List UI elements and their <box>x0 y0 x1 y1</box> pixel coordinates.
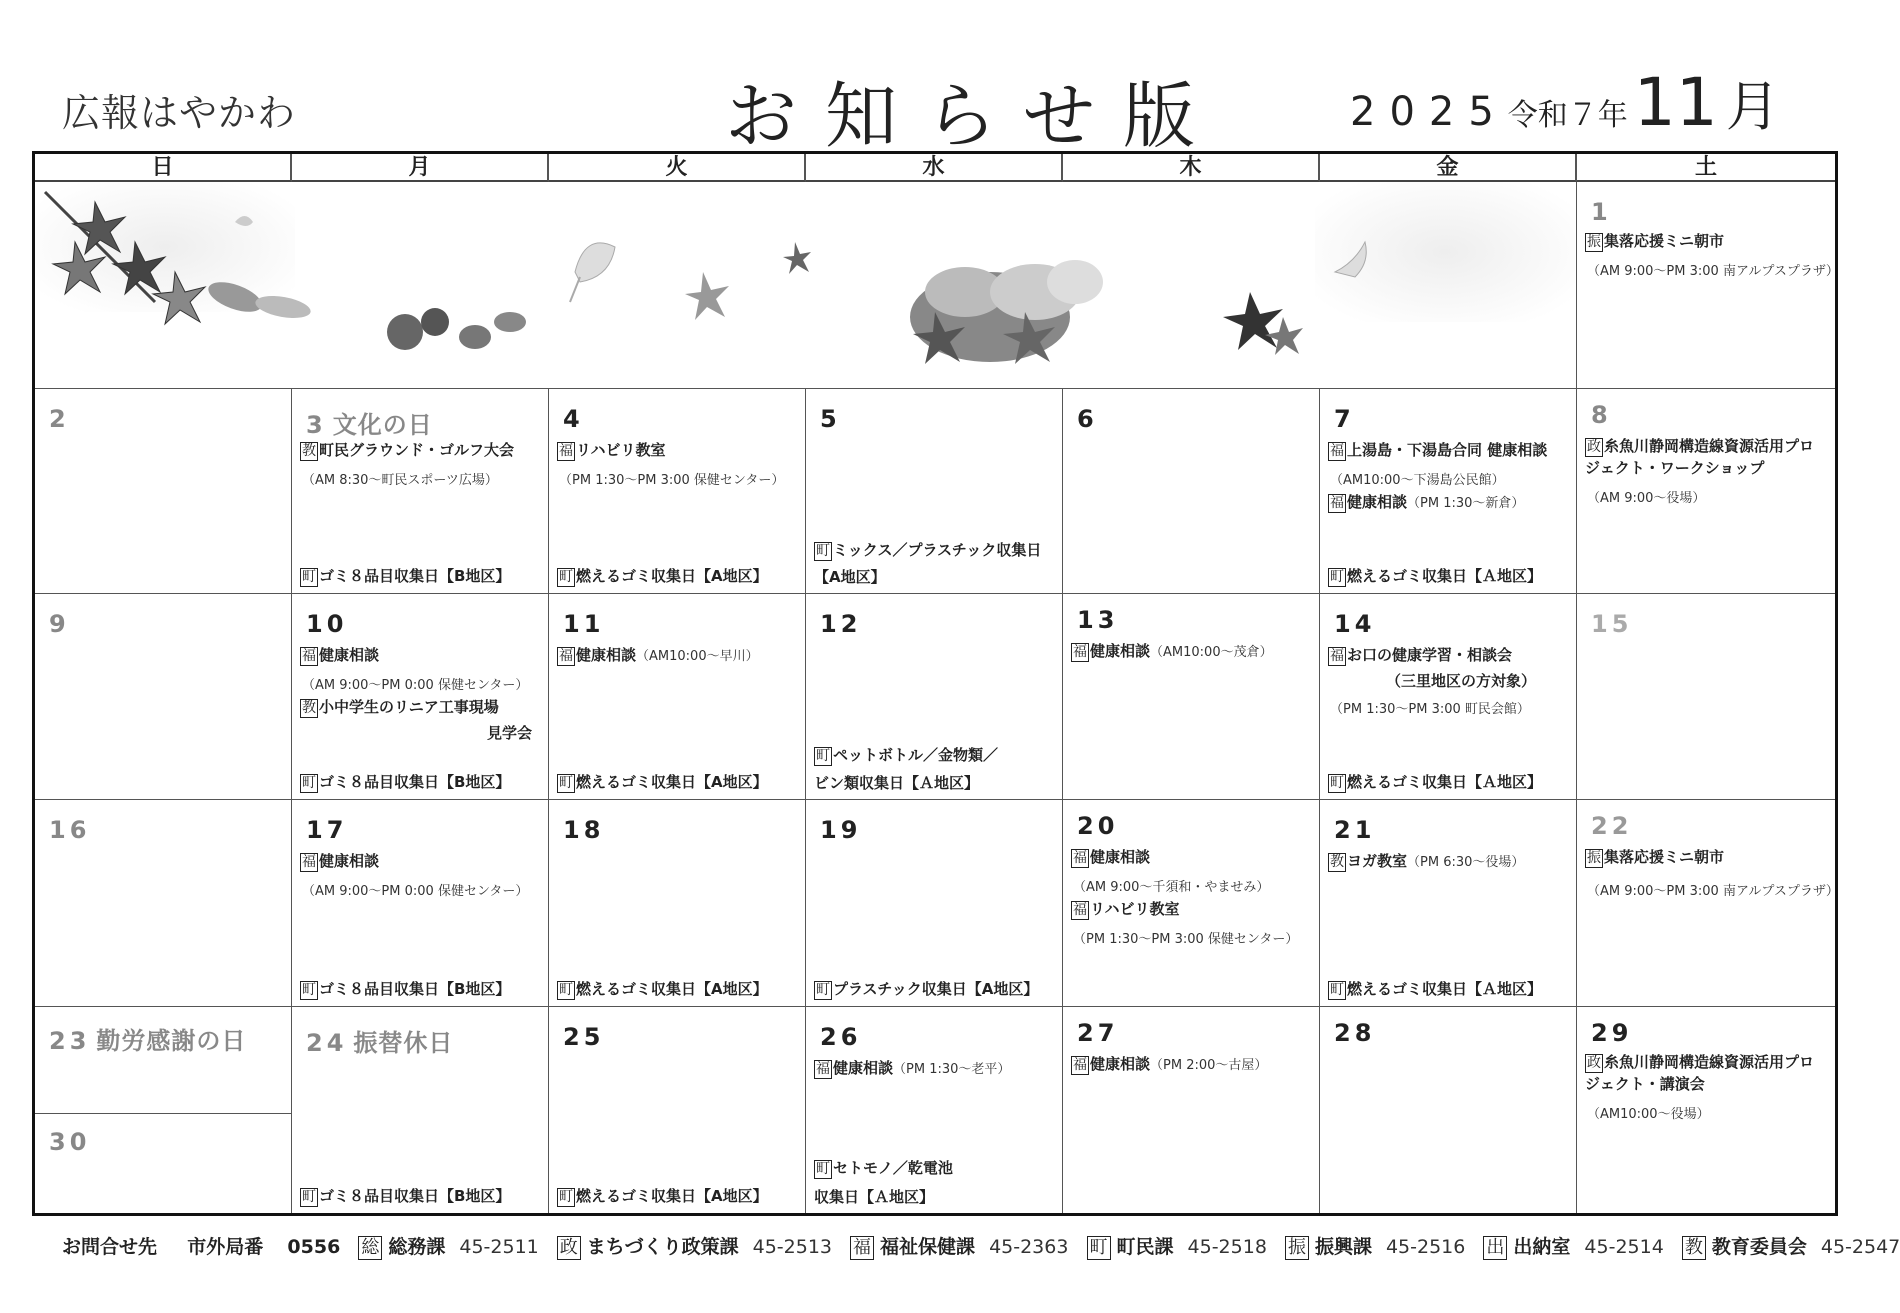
dept-tag: 町 <box>816 1161 830 1177</box>
dept-tag: 教 <box>302 443 316 459</box>
weekday-thu: 木 <box>1063 154 1320 182</box>
day-cell-7[interactable] <box>1320 389 1577 594</box>
event-time: （PM 1:30～PM 3:00 保健センター） <box>1073 932 1299 947</box>
garbage-collection <box>300 978 510 1000</box>
day-cell-23[interactable] <box>35 1007 292 1114</box>
event-time: （AM10:00～茂倉） <box>1150 645 1273 660</box>
event-time: （AM 9:00～PM 0:00 保健センター） <box>302 884 529 899</box>
day-cell-22[interactable] <box>1577 800 1839 1007</box>
day-number: 8 <box>1591 401 1612 429</box>
garbage-collection <box>557 565 768 587</box>
dept-tag: 町 <box>1330 982 1344 998</box>
dept-tag: 総 <box>358 1236 382 1260</box>
day-number: 17 <box>306 816 348 844</box>
garbage-text: 燃えるゴミ収集日【Ａ地区】 <box>1347 980 1543 998</box>
header-month-suffix: 月 <box>1725 75 1780 138</box>
garbage-text: ゴミ８品目収集日【B地区】 <box>319 1187 511 1205</box>
garbage-collection-area: 【A地区】 <box>814 568 886 586</box>
event-title: 健康相談 <box>1090 642 1151 660</box>
dept-name: 振興課 <box>1314 1236 1372 1258</box>
day-number <box>306 405 433 440</box>
dept-phone: 45-2511 <box>459 1236 539 1258</box>
day-number: 19 <box>820 816 862 844</box>
garbage-collection <box>1328 771 1542 793</box>
dept-tag: 福 <box>1330 495 1344 511</box>
day-number: 28 <box>1334 1019 1376 1047</box>
garbage-text: ゴミ８品目収集日【B地区】 <box>319 567 511 585</box>
day-cell-2[interactable] <box>35 389 292 594</box>
event-time: （PM 1:30～PM 3:00 保健センター） <box>559 473 785 488</box>
day-cell-3[interactable] <box>292 389 549 594</box>
dept-tag: 町 <box>816 982 830 998</box>
event-title: 集落応援ミニ朝市 <box>1604 848 1725 866</box>
dept-tag: 福 <box>816 1061 830 1077</box>
event-yoga <box>1328 850 1524 872</box>
day-cell-16[interactable] <box>35 800 292 1007</box>
day-number: 14 <box>1334 610 1376 638</box>
autumn-banner <box>35 182 1577 389</box>
garbage-text: 燃えるゴミ収集日【A地区】 <box>576 980 768 998</box>
dept-phone: 45-2514 <box>1584 1236 1664 1258</box>
dept-phone: 45-2513 <box>752 1236 832 1258</box>
event-health-consult <box>1328 439 1547 461</box>
event-title: 健康相談 <box>833 1059 894 1077</box>
garbage-collection <box>814 978 1038 1000</box>
event-title-cont: 見学会 <box>486 724 532 742</box>
garbage-collection <box>814 1157 953 1179</box>
day-number: 10 <box>306 610 348 638</box>
day-cell-19[interactable] <box>806 800 1063 1007</box>
dept-tag: 福 <box>302 854 316 870</box>
garbage-collection <box>1328 565 1542 587</box>
event-health-consult <box>1071 640 1273 662</box>
dept-tag: 町 <box>816 543 830 559</box>
dept-tag: 町 <box>559 775 573 791</box>
dept-tag: 町 <box>1087 1236 1111 1260</box>
event-title: 健康相談 <box>576 646 637 664</box>
event-time: （PM 1:30～新倉） <box>1407 496 1525 511</box>
dept-tag: 福 <box>1330 443 1344 459</box>
day-number-text: 23 <box>49 1027 91 1055</box>
event-rehab <box>1071 898 1180 920</box>
dept-tag: 町 <box>559 1189 573 1205</box>
event-time: （AM 9:00～千須和・やませみ） <box>1073 880 1270 895</box>
weekday-wed: 水 <box>806 154 1063 182</box>
event-title: 健康相談 <box>1090 1055 1151 1073</box>
day-cell-24[interactable] <box>292 1007 549 1213</box>
day-number: 27 <box>1077 1019 1119 1047</box>
day-cell-21[interactable] <box>1320 800 1577 1007</box>
area-code-label: 市外局番 <box>187 1236 264 1258</box>
event-time: （PM 1:30～PM 3:00 町民会館） <box>1330 702 1530 717</box>
event-title: 集落応援ミニ朝市 <box>1604 232 1725 250</box>
header-year: 2025 <box>1350 89 1508 135</box>
dept-tag: 福 <box>1073 902 1087 918</box>
event-time: （PM 2:00～古屋） <box>1150 1058 1268 1073</box>
event-health-consult-2 <box>1328 491 1524 513</box>
event-time: （AM 8:30～町民スポーツ広場） <box>302 473 498 488</box>
day-number: 5 <box>820 405 841 433</box>
day-number: 18 <box>563 816 605 844</box>
garbage-collection <box>1328 978 1542 1000</box>
contact-label: お問合せ先 <box>62 1236 158 1258</box>
holiday-label: 文化の日 <box>332 411 433 439</box>
event-title: 小中学生のリニア工事現場 <box>319 698 499 716</box>
garbage-text: ゴミ８品目収集日【B地区】 <box>319 980 511 998</box>
dept-tag: 政 <box>557 1236 581 1260</box>
dept-tag: 福 <box>1073 644 1087 660</box>
day-number <box>49 1021 246 1056</box>
event-title: 上湯島・下湯島合同 健康相談 <box>1347 441 1548 459</box>
dept-tag: 政 <box>1587 1055 1601 1071</box>
garbage-text: 燃えるゴミ収集日【A地区】 <box>576 1187 768 1205</box>
header-month: 11 <box>1633 64 1718 141</box>
day-cell-25[interactable] <box>549 1007 806 1213</box>
event-golf <box>300 439 514 461</box>
garbage-collection <box>300 1185 510 1207</box>
dept-tag: 教 <box>1682 1236 1706 1260</box>
dept-tag: 福 <box>559 443 573 459</box>
day-cell-15[interactable] <box>1577 594 1835 800</box>
event-health-consult <box>814 1057 1010 1079</box>
event-title: ヨガ教室 <box>1347 852 1408 870</box>
day-number: 1 <box>1591 198 1612 226</box>
dept-name: 総務課 <box>388 1236 446 1258</box>
weekday-sat: 土 <box>1577 154 1835 182</box>
dept-tag: 教 <box>1330 854 1344 870</box>
dept-tag: 福 <box>302 648 316 664</box>
event-title: 糸魚川静岡構造線資源活用プロジェクト・ワークショップ <box>1585 437 1815 477</box>
day-cell-10[interactable] <box>292 594 549 800</box>
area-code: 0556 <box>287 1236 341 1258</box>
event-health-consult <box>1071 846 1150 868</box>
day-number: 6 <box>1077 405 1098 433</box>
event-title: 健康相談 <box>319 646 380 664</box>
garbage-text: プラスチック収集日【A地区】 <box>833 980 1039 998</box>
header-era: 令和７年 <box>1507 98 1628 133</box>
day-number: 4 <box>563 405 584 433</box>
event-rehab <box>557 439 666 461</box>
day-number-text: 24 <box>306 1029 348 1057</box>
header-date <box>1350 64 1780 141</box>
header-publication-name: 広報はやかわ <box>62 91 297 135</box>
dept-tag: 町 <box>1330 569 1344 585</box>
garbage-text: 燃えるゴミ収集日【Ａ地区】 <box>1347 773 1543 791</box>
event-title: お口の健康学習・相談会 <box>1347 646 1513 664</box>
event-lecture <box>1585 1051 1829 1095</box>
event-health-consult <box>557 644 759 666</box>
dept-name: まちづくり政策課 <box>586 1236 739 1258</box>
event-health-consult <box>300 644 379 666</box>
event-health-consult <box>300 850 379 872</box>
day-number-text: 3 <box>306 411 327 439</box>
event-time: （AM 9:00～PM 3:00 南アルプスプラザ） <box>1587 264 1839 279</box>
holiday-label: 振替休日 <box>353 1029 454 1057</box>
weekday-fri: 金 <box>1320 154 1577 182</box>
dept-tag: 政 <box>1587 439 1601 455</box>
garbage-collection <box>557 978 768 1000</box>
event-market <box>1585 230 1724 252</box>
event-linear-tour <box>300 696 499 718</box>
day-number <box>306 1023 453 1058</box>
weekday-mon: 月 <box>292 154 549 182</box>
event-time: （PM 1:30～老平） <box>893 1062 1011 1077</box>
day-cell-1[interactable] <box>1577 182 1839 389</box>
event-time: （AM10:00～役場） <box>1587 1107 1710 1122</box>
dept-name: 出納室 <box>1513 1236 1571 1258</box>
dept-phone: 45-2518 <box>1187 1236 1267 1258</box>
day-cell-20[interactable] <box>1063 800 1320 1007</box>
garbage-collection <box>814 744 998 766</box>
day-number: 7 <box>1334 405 1355 433</box>
day-cell-5[interactable] <box>806 389 1063 594</box>
day-number: 21 <box>1334 816 1376 844</box>
day-cell-6[interactable] <box>1063 389 1320 594</box>
day-cell-17[interactable] <box>292 800 549 1007</box>
event-time: （AM10:00～下湯島公民館） <box>1330 473 1505 488</box>
day-cell-11[interactable] <box>549 594 806 800</box>
garbage-text: セトモノ／乾電池 <box>833 1159 953 1177</box>
garbage-text: 燃えるゴミ収集日【A地区】 <box>576 567 768 585</box>
weekday-sun: 日 <box>35 154 292 182</box>
dept-phone: 45-2547 <box>1820 1236 1900 1258</box>
garbage-collection-area: ビン類収集日【Ａ地区】 <box>814 774 980 792</box>
garbage-text: 燃えるゴミ収集日【Ａ地区】 <box>1347 567 1543 585</box>
day-cell-28[interactable] <box>1320 1007 1577 1213</box>
garbage-text: ミックス／プラスチック収集日 <box>833 541 1042 559</box>
page-title: お知らせ版 <box>725 74 1223 158</box>
day-number: 15 <box>1591 610 1633 638</box>
day-number: 16 <box>49 816 91 844</box>
dept-tag: 町 <box>302 1189 316 1205</box>
garbage-text: ペットボトル／金物類／ <box>833 746 999 764</box>
garbage-collection <box>300 771 510 793</box>
weekday-tue: 火 <box>549 154 806 182</box>
dept-tag: 町 <box>559 569 573 585</box>
garbage-text: 燃えるゴミ収集日【A地区】 <box>576 773 768 791</box>
dept-phone: 45-2363 <box>989 1236 1069 1258</box>
event-time: （AM 9:00～PM 0:00 保健センター） <box>302 678 529 693</box>
day-number: 22 <box>1591 812 1633 840</box>
day-number: 12 <box>820 610 862 638</box>
day-cell-27[interactable] <box>1063 1007 1320 1213</box>
dept-tag: 振 <box>1587 234 1601 250</box>
day-number: 11 <box>563 610 605 638</box>
dept-tag: 町 <box>302 775 316 791</box>
event-title: リハビリ教室 <box>576 441 666 459</box>
event-title: 健康相談 <box>1090 848 1151 866</box>
day-number: 25 <box>563 1023 605 1051</box>
event-target: （三里地区の方対象） <box>1385 672 1536 690</box>
garbage-collection <box>814 539 1041 561</box>
holiday-label: 勤労感謝の日 <box>96 1027 247 1055</box>
dept-tag: 町 <box>302 982 316 998</box>
event-health-consult <box>1071 1053 1267 1075</box>
dept-phone: 45-2516 <box>1385 1236 1466 1258</box>
garbage-text: ゴミ８品目収集日【B地区】 <box>319 773 511 791</box>
day-number: 2 <box>49 405 70 433</box>
day-cell-30[interactable] <box>35 1114 292 1213</box>
day-number: 30 <box>49 1128 91 1156</box>
dept-name: 福祉保健課 <box>880 1236 976 1258</box>
garbage-collection <box>300 565 510 587</box>
garbage-collection <box>557 771 768 793</box>
event-title: 糸魚川静岡構造線資源活用プロジェクト・講演会 <box>1585 1053 1815 1093</box>
day-number: 9 <box>49 610 70 638</box>
event-title: 健康相談 <box>1347 493 1408 511</box>
autumn-leaves-illustration <box>35 182 1575 387</box>
calendar-grid <box>32 151 1838 1216</box>
dept-name: 教育委員会 <box>1711 1236 1807 1258</box>
contact-footer <box>62 1232 1900 1260</box>
day-number: 13 <box>1077 606 1119 634</box>
dept-tag: 福 <box>1073 850 1087 866</box>
dept-tag: 出 <box>1483 1236 1507 1260</box>
event-title: 町民グラウンド・ゴルフ大会 <box>319 441 515 459</box>
event-oral-health <box>1328 644 1512 666</box>
garbage-collection-area: 収集日【Ａ地区】 <box>814 1188 935 1206</box>
dept-name: 町民課 <box>1116 1236 1174 1258</box>
day-cell-4[interactable] <box>549 389 806 594</box>
day-cell-18[interactable] <box>549 800 806 1007</box>
dept-tag: 福 <box>1330 648 1344 664</box>
day-cell-13[interactable] <box>1063 594 1320 800</box>
dept-tag: 町 <box>1330 775 1344 791</box>
event-time: （PM 6:30～役場） <box>1407 855 1525 870</box>
day-cell-9[interactable] <box>35 594 292 800</box>
event-title: リハビリ教室 <box>1090 900 1180 918</box>
dept-tag: 福 <box>1073 1057 1087 1073</box>
event-market <box>1585 846 1724 868</box>
day-cell-29[interactable] <box>1577 1007 1835 1213</box>
dept-tag: 町 <box>302 569 316 585</box>
dept-tag: 振 <box>1587 850 1601 866</box>
event-workshop <box>1585 435 1829 479</box>
day-cell-12[interactable] <box>806 594 1063 800</box>
event-time: （AM10:00～早川） <box>636 649 759 664</box>
dept-tag: 教 <box>302 700 316 716</box>
event-time: （AM 9:00～PM 3:00 南アルプスプラザ） <box>1587 884 1839 899</box>
dept-tag: 町 <box>559 982 573 998</box>
day-cell-14[interactable] <box>1320 594 1577 800</box>
day-number: 26 <box>820 1023 862 1051</box>
dept-tag: 振 <box>1285 1236 1309 1260</box>
dept-tag: 福 <box>850 1236 874 1260</box>
garbage-collection <box>557 1185 768 1207</box>
day-number: 29 <box>1591 1019 1633 1047</box>
dept-tag: 福 <box>559 648 573 664</box>
event-time: （AM 9:00～役場） <box>1587 491 1706 506</box>
dept-tag: 町 <box>816 748 830 764</box>
day-number: 20 <box>1077 812 1119 840</box>
day-cell-26[interactable] <box>806 1007 1063 1213</box>
event-title: 健康相談 <box>319 852 380 870</box>
day-cell-8[interactable] <box>1577 389 1835 594</box>
